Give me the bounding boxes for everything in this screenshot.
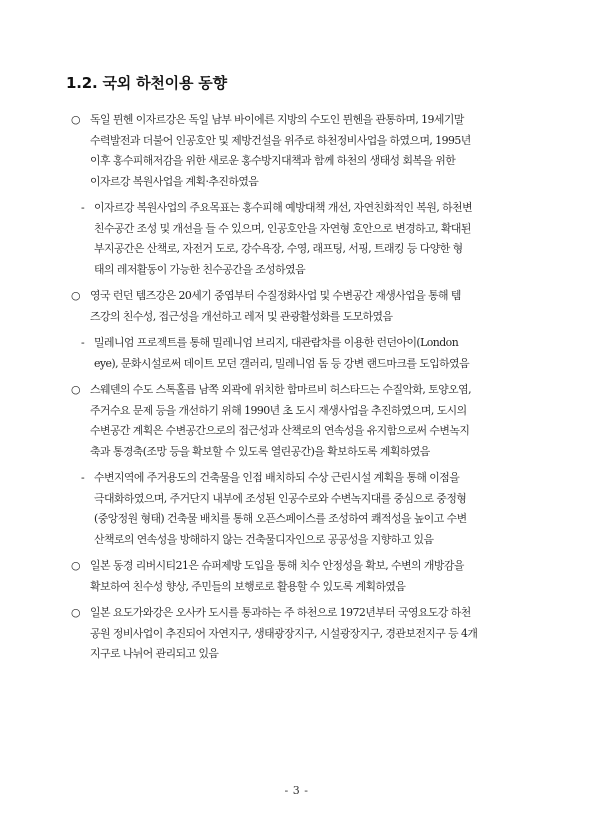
circle-bullet-icon: ○ [71, 289, 80, 302]
paragraph-line: 즈강의 친수성, 접근성을 개선하고 레저 및 관광활성화를 도모하였음 [90, 309, 393, 323]
paragraph-line: 주거수요 문제 등을 개선하기 위해 1990년 초 도시 재생사업을 추진하였으며, 도시의 [90, 403, 467, 417]
paragraph-line: 축과 통경축(조망 등을 확보할 수 있도록 열린공간)을 확보하도록 계획하였음 [90, 444, 430, 458]
paragraph-line: 밀레니엄 프로젝트를 통해 밀레니엄 브리지, 대관람차를 이용한 런던아이(London [94, 336, 459, 349]
bullet-paragraph [71, 380, 527, 462]
paragraph-line: 수변공간 계획은 수변공간으로의 접근성과 산책로의 연속성을 유지함으로써 수변녹지 [90, 424, 470, 437]
paragraph-line: 이자르강 복원사업의 주요목표는 홍수피해 예방대책 개선, 자연친화적인 복원, 하천변 [94, 201, 473, 214]
sub-bullet-paragraph [81, 198, 527, 280]
paragraph-line: 수변지역에 주거용도의 건축물을 인접 배치하되 수상 근린시설 계획을 통해 이점을 [94, 471, 460, 484]
paragraph-line: 독일 뮌헨 이자르강은 독일 남부 바이에른 지방의 수도인 뮌헨을 관통하며, 19세기말 [90, 113, 464, 126]
dash-bullet-icon: - [81, 471, 85, 484]
paragraph-line: 영국 런던 템즈강은 20세기 중엽부터 수질정화사업 및 수변공간 재생사업을 통해 템 [90, 289, 461, 302]
circle-bullet-icon: ○ [71, 559, 80, 572]
dash-bullet-icon: - [81, 201, 85, 214]
sub-bullet-paragraph [81, 333, 527, 374]
circle-bullet-icon: ○ [71, 383, 80, 396]
bullet-paragraph [71, 556, 527, 597]
paragraph-line: 친수공간 조성 및 개선을 들 수 있으며, 인공호안을 자연형 호안으로 변경하고, 확대된 [94, 221, 471, 235]
paragraph-line: 이자르강 복원사업을 계획·추진하였음 [90, 174, 259, 188]
circle-bullet-icon: ○ [71, 606, 80, 619]
paragraph-line: 극대화하였으며, 주거단지 내부에 조성된 인공수로와 수변녹지대를 중심으로 중정형 [94, 491, 467, 505]
dash-bullet-icon: - [81, 336, 85, 349]
paragraph-line: 공원 정비사업이 추진되어 자연지구, 생태광장지구, 시설광장지구, 경관보전지구 등 4개 [90, 626, 478, 640]
section-body [0, 110, 593, 665]
paragraph-line: (중앙정원 형태) 건축물 배치를 통해 오픈스페이스를 조성하여 쾌적성을 높이고 수변 [94, 512, 467, 525]
paragraph-line: 일본 요도가와강은 오사카 도시를 통과하는 주 하천으로 1972년부터 국영요도강 하천 [90, 606, 471, 619]
section-title: 1.2. 국외 하천이용 동향 [66, 74, 227, 92]
paragraph-line: 확보하여 친수성 향상, 주민들의 보행로로 활용할 수 있도록 계획하였음 [90, 579, 406, 593]
page-number: - 3 - [284, 784, 309, 797]
paragraph-line: 스웨덴의 수도 스톡홀름 남쪽 외곽에 위치한 함마르비 허스타드는 수질악화, 토양오염, [90, 383, 471, 396]
sub-bullet-paragraph [81, 468, 527, 550]
paragraph-line: 수력발전과 더불어 인공호안 및 제방건설을 위주로 하천정비사업을 하였으며, 1995년 [90, 133, 471, 147]
circle-bullet-icon: ○ [71, 113, 80, 126]
paragraph-line: eye), 문화시설로써 데이트 모던 갤러리, 밀레니엄 돔 등 강변 랜드마크를 도입하였음 [94, 356, 470, 370]
paragraph-line: 지구로 나뉘어 관리되고 있음 [90, 647, 219, 660]
bullet-paragraph [71, 286, 527, 327]
bullet-paragraph [71, 110, 527, 192]
paragraph-line: 부지공간은 산책로, 자전거 도로, 강수욕장, 수영, 래프팅, 서핑, 트래킹 등 다양한 형 [94, 242, 463, 255]
paragraph-line: 산책로의 연속성을 방해하지 않는 건축물디자인으로 공공성을 지향하고 있음 [94, 532, 434, 546]
paragraph-line: 이후 홍수피해저감을 위한 새로운 홍수방지대책과 함께 하천의 생태성 회복을 위한 [90, 154, 456, 167]
bullet-paragraph [71, 603, 527, 665]
paragraph-line: 태의 레저활동이 가능한 친수공간을 조성하였음 [94, 262, 306, 276]
paragraph-line: 일본 동경 리버시티21은 슈퍼제방 도입을 통해 치수 안정성을 확보, 수변의 개방감을 [90, 559, 464, 572]
